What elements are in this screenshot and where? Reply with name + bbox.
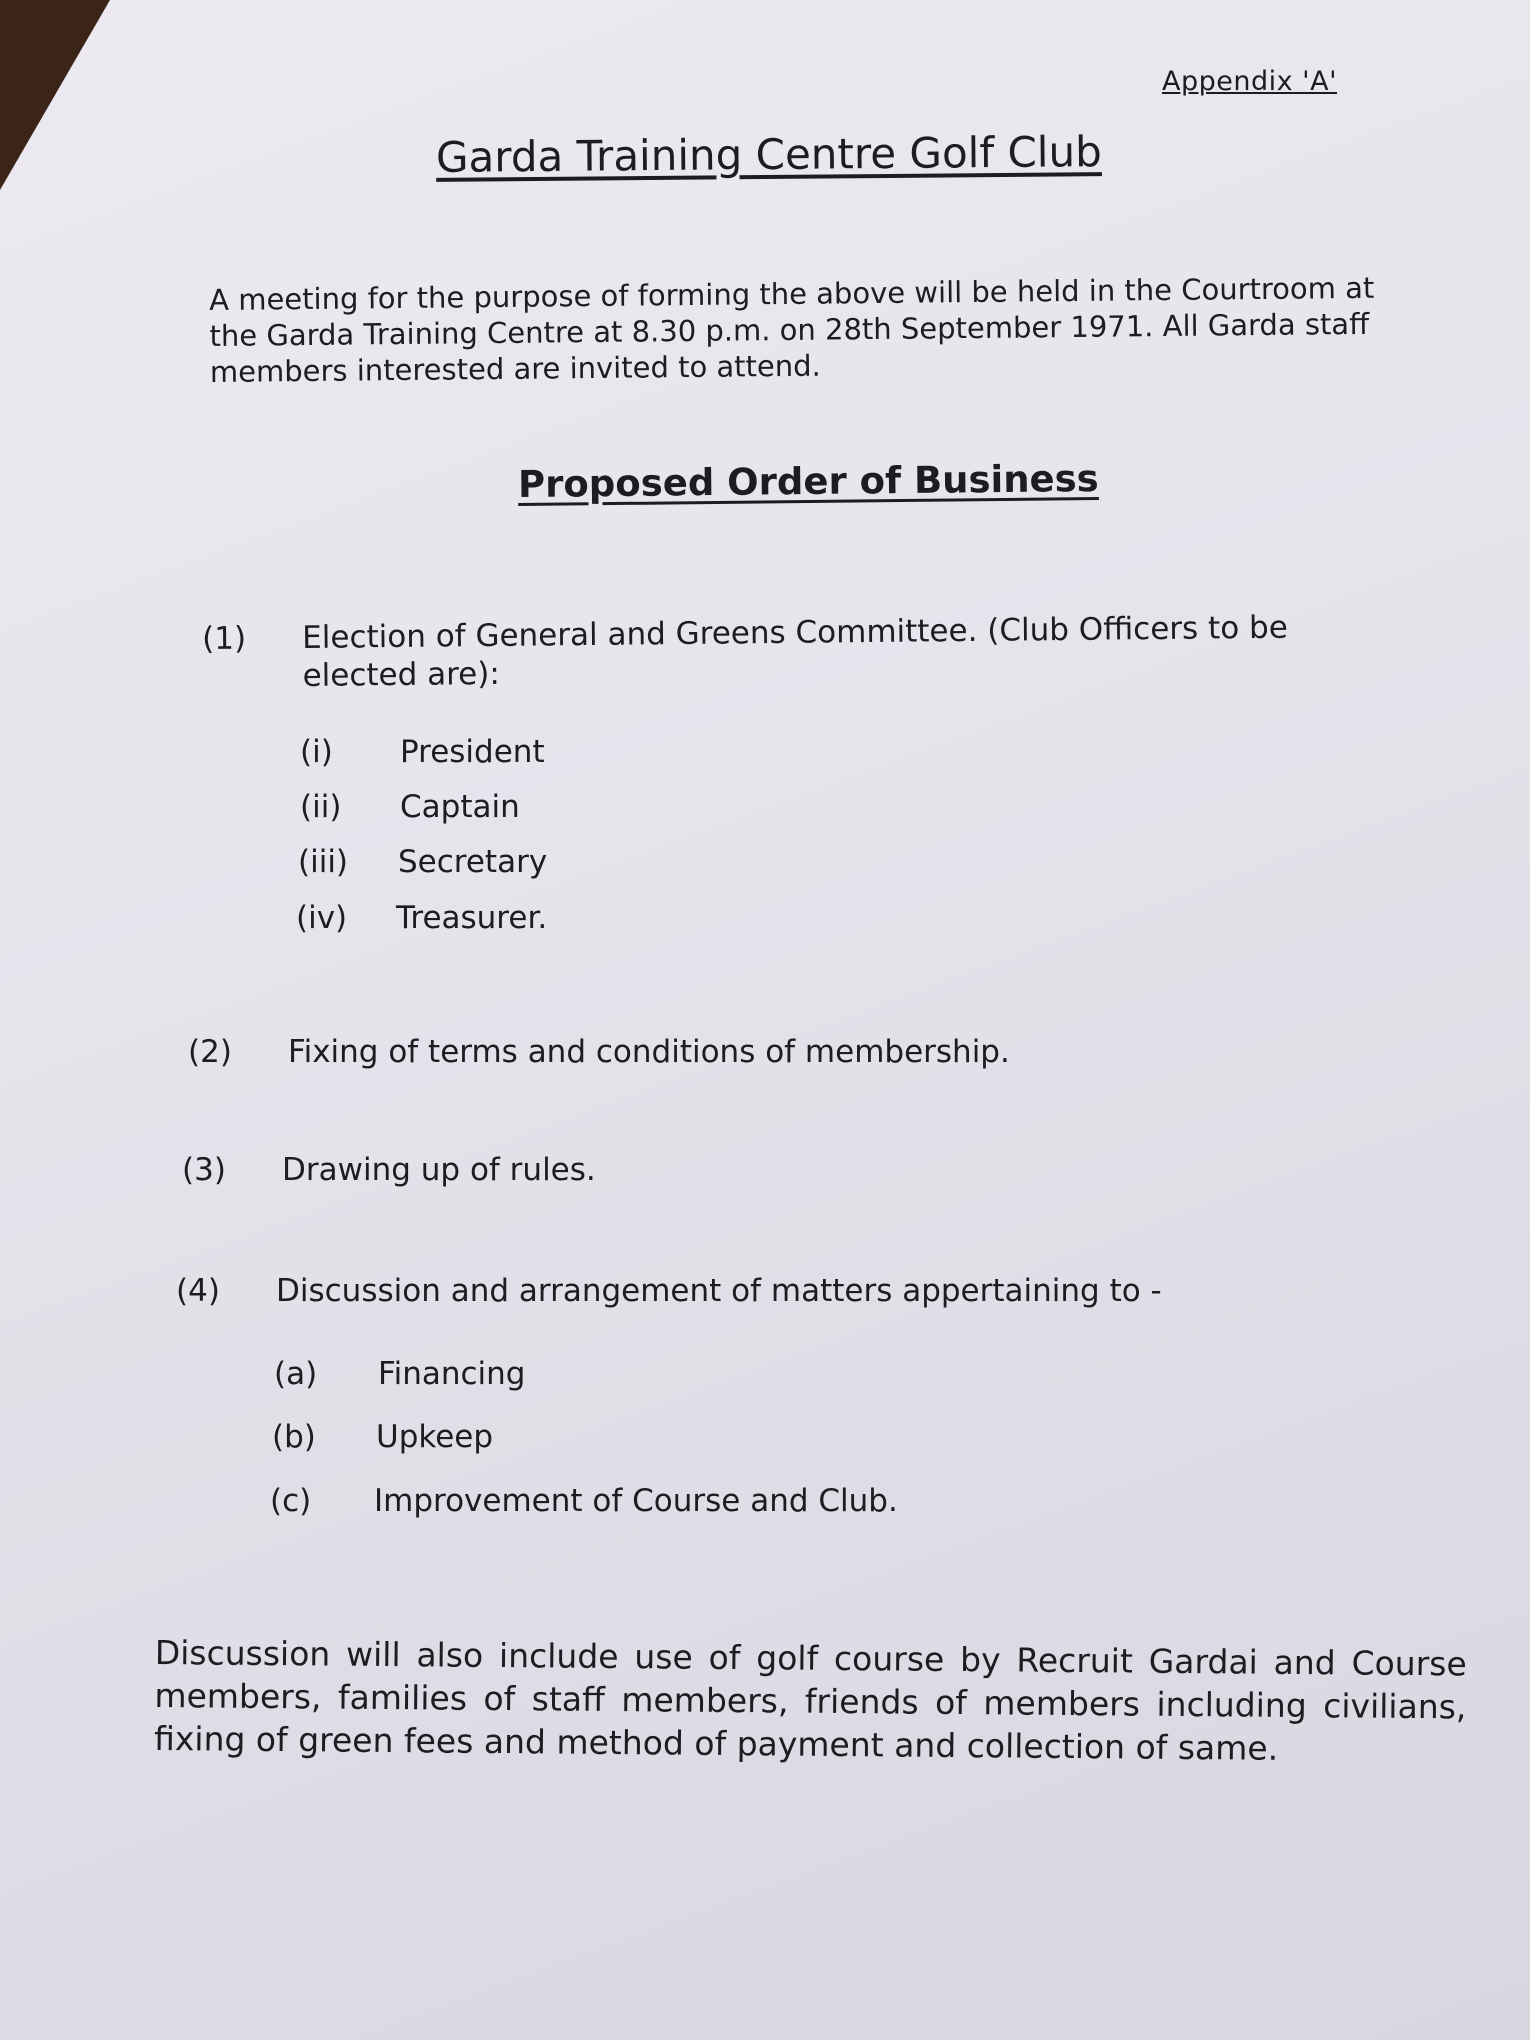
section-heading: Proposed Order of Business xyxy=(517,456,1099,507)
officer-item-text: Treasurer. xyxy=(396,900,548,936)
matter-item-number: (c) xyxy=(270,1483,312,1519)
agenda-item-number: (3) xyxy=(182,1152,226,1188)
matter-item-text: Upkeep xyxy=(376,1419,494,1455)
officer-item-number: (i) xyxy=(300,734,333,770)
matter-item xyxy=(274,1355,525,1393)
appendix-label: Appendix 'A' xyxy=(1162,66,1337,97)
officer-item-number: (iii) xyxy=(298,844,349,880)
officer-item-text: Captain xyxy=(400,789,520,825)
officer-item-number: (ii) xyxy=(300,789,342,825)
matter-item-number: (b) xyxy=(272,1419,316,1455)
matter-item-text: Improvement of Course and Club. xyxy=(374,1483,898,1519)
matter-item xyxy=(270,1482,898,1520)
background-corner xyxy=(0,0,110,190)
officer-item-text: Secretary xyxy=(398,844,548,880)
agenda-item-number: (4) xyxy=(176,1273,220,1309)
agenda-item-3 xyxy=(182,1151,596,1189)
agenda-item-1 xyxy=(202,607,1413,696)
officer-item xyxy=(300,733,545,771)
matter-item-text: Financing xyxy=(378,1356,526,1392)
officer-item-number: (iv) xyxy=(296,900,348,936)
officer-item xyxy=(296,899,547,937)
agenda-item-text: Discussion and arrangement of matters appertaining to - xyxy=(276,1273,1162,1309)
agenda-item-number: (1) xyxy=(202,620,247,657)
officer-item xyxy=(298,843,547,881)
agenda-item-text: Fixing of terms and conditions of membership. xyxy=(288,1034,1010,1070)
intro-paragraph: A meeting for the purpose of forming the above will be held in the Courtroom at the Garda Training Centre at 8.30 p.m. on 28th September 1971. All Garda staff members interested are invited to attend. xyxy=(209,270,1375,389)
closing-paragraph: Discussion will also include use of golf course by Recruit Gardai and Course members, families of staff members, friends of members including civilians, fixing of green fees and method of payment and collection of same. xyxy=(153,1632,1467,1768)
agenda-item-4 xyxy=(176,1272,1162,1310)
agenda-item-number: (2) xyxy=(188,1034,232,1070)
matter-item xyxy=(272,1418,493,1456)
matter-item-number: (a) xyxy=(274,1356,318,1392)
agenda-item-2 xyxy=(188,1033,1010,1071)
agenda-item-text: Election of General and Greens Committee. (Club Officers to be elected are): xyxy=(302,609,1288,694)
officer-item-text: President xyxy=(400,734,545,770)
document-title: Garda Training Centre Golf Club xyxy=(435,127,1102,182)
officer-item xyxy=(300,788,520,826)
agenda-item-text: Drawing up of rules. xyxy=(282,1152,596,1188)
